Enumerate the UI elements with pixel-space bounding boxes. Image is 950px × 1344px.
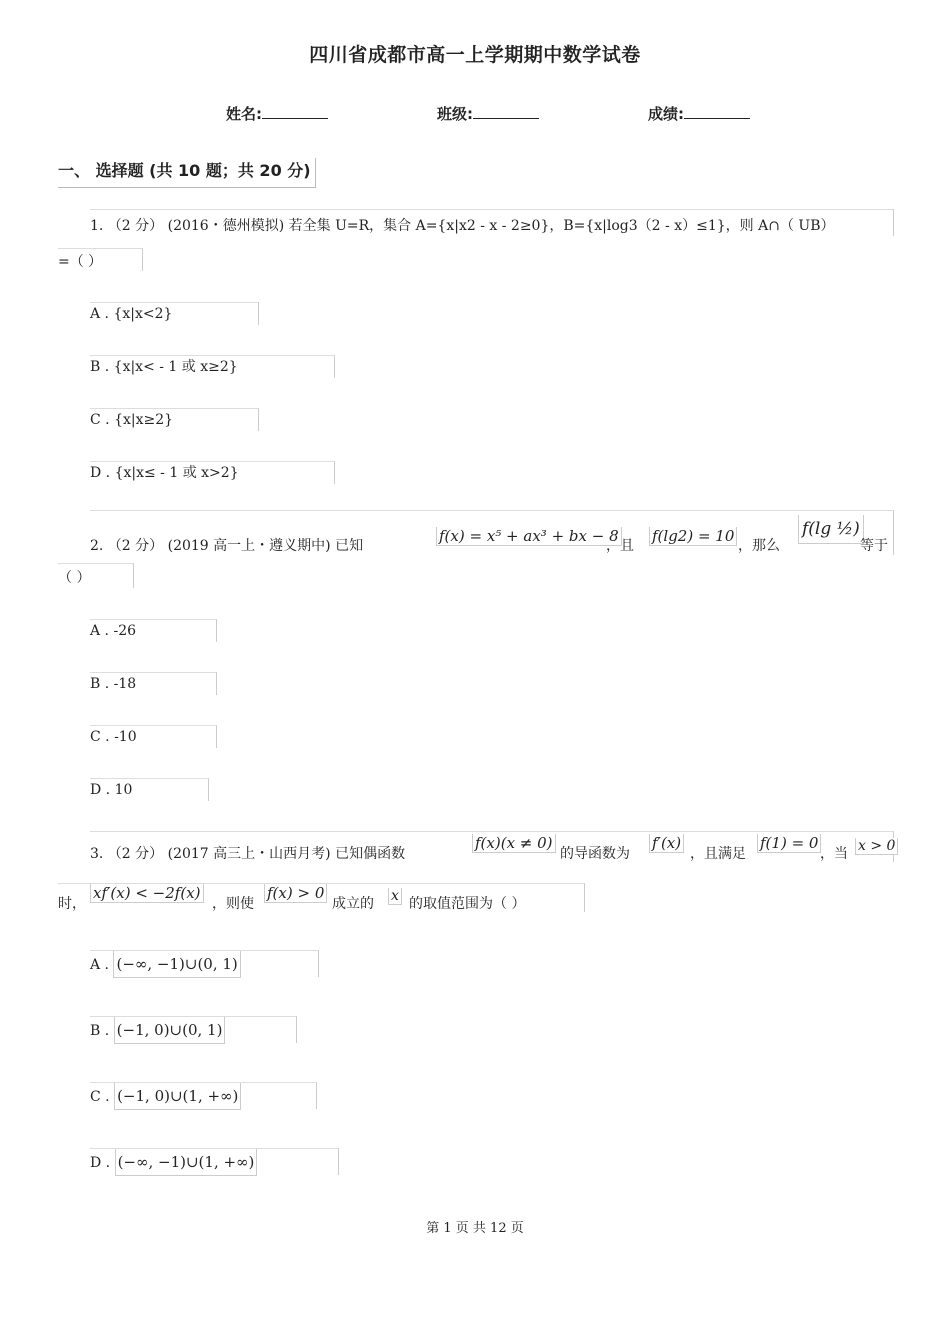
q3-option-b[interactable] (90, 1016, 297, 1043)
q1-option-d[interactable] (90, 461, 335, 484)
q3-formula-3 (757, 834, 821, 853)
q3-mid-2: ，且满足 (690, 846, 746, 862)
q1-option-a[interactable] (90, 302, 259, 325)
q3-mid-1: 的导函数为 (560, 846, 630, 862)
q2-answer-blank: （ ） (58, 570, 91, 586)
q3-formula-7 (388, 888, 402, 905)
option-text: {x|x≤ - 1 或 x>2} (114, 465, 239, 481)
option-text: -18 (113, 676, 137, 692)
option-formula: (−∞, −1)∪(0, 1) (113, 951, 240, 978)
name-field (226, 103, 328, 124)
score-field (648, 103, 750, 124)
q3-formula-6 (264, 884, 327, 903)
q2-option-d[interactable] (90, 778, 209, 801)
q2-option-c[interactable] (90, 725, 217, 748)
formula: x > 0 (855, 838, 898, 855)
option-label: C . (90, 1089, 110, 1105)
option-label: D . (90, 782, 111, 798)
option-label: D . (90, 1155, 111, 1171)
q3-formula-4 (855, 838, 898, 855)
option-label: A . (90, 957, 110, 973)
class-field (437, 103, 539, 124)
option-text: 10 (114, 782, 133, 798)
option-label: D . (90, 465, 111, 481)
option-text: {x|x< - 1 或 x≥2} (113, 359, 238, 375)
option-label: B . (90, 359, 110, 375)
option-label: A . (90, 306, 110, 322)
q3-option-a[interactable] (90, 950, 319, 977)
q1-option-b[interactable] (90, 355, 335, 378)
q2-formula-1 (436, 527, 622, 546)
name-label: 姓名: (226, 105, 262, 123)
q1-text: 1. （2 分） (2016・德州模拟) 若全集 U=R，集合 A={x|x2 - x - 2≥0}，B={x|log3（2 - x）≤1}，则 A∩（ UB） (90, 218, 835, 234)
class-blank (473, 104, 539, 119)
name-blank (262, 104, 328, 119)
q2-option-a[interactable] (90, 619, 217, 642)
q1-answer-blank: =（ ） (58, 254, 103, 270)
option-text: -10 (114, 729, 137, 745)
formula: x (388, 888, 402, 905)
option-label: C . (90, 729, 110, 745)
option-label: B . (90, 676, 110, 692)
q3-option-c[interactable] (90, 1082, 317, 1109)
q3-mid-3: ，当 (820, 846, 848, 862)
q2-suffix: 等于 (860, 538, 888, 554)
page-title: 四川省成都市高一上学期期中数学试卷 (309, 44, 641, 66)
formula: f(lg2) = 10 (649, 527, 737, 546)
formula: f(x) = x⁵ + ax³ + bx − 8 (436, 527, 622, 546)
page-footer: 第 1 页 共 12 页 (426, 1221, 524, 1236)
score-label: 成绩: (648, 105, 684, 123)
option-label: C . (90, 412, 110, 428)
q3-prefix: 3. （2 分） (2017 高三上・山西月考) 已知偶函数 (90, 846, 406, 862)
q3-formula-5 (90, 884, 204, 903)
option-formula: (−1, 0)∪(0, 1) (114, 1017, 226, 1044)
q3-mid-6: 的取值范围为（ ） (409, 896, 526, 912)
q2-option-b[interactable] (90, 672, 217, 695)
option-formula: (−∞, −1)∪(1, +∞) (115, 1149, 258, 1176)
q3-line2-start: 时， (58, 896, 86, 912)
option-formula: (−1, 0)∪(1, +∞) (114, 1083, 241, 1110)
q3-mid-4: ，则使 (212, 896, 254, 912)
q2-formula-2 (649, 527, 737, 546)
option-text: -26 (113, 623, 137, 639)
q3-formula-1 (472, 834, 556, 853)
q2-mid-1: ，且 (606, 538, 634, 554)
q3-option-d[interactable] (90, 1148, 339, 1175)
formula: f′(x) (649, 834, 684, 853)
formula: xf′(x) < −2f(x) (90, 884, 204, 903)
score-blank (684, 104, 750, 119)
option-label: A . (90, 623, 110, 639)
section-heading: 一、 选择题 (共 10 题；共 20 分) (58, 158, 316, 188)
q1-option-c[interactable] (90, 408, 259, 431)
class-label: 班级: (437, 105, 473, 123)
formula: f(1) = 0 (757, 834, 821, 853)
option-text: {x|x≥2} (114, 412, 174, 428)
formula: f(x)(x ≠ 0) (472, 834, 556, 853)
q3-formula-2 (649, 834, 684, 853)
formula: f(lg ½) (798, 515, 864, 544)
q2-formula-3 (798, 515, 864, 544)
q3-mid-5: 成立的 (332, 896, 374, 912)
formula: f(x) > 0 (264, 884, 327, 903)
option-label: B . (90, 1023, 110, 1039)
q2-mid-2: ，那么 (738, 538, 780, 554)
option-text: {x|x<2} (113, 306, 173, 322)
q2-prefix: 2. （2 分） (2019 高一上・遵义期中) 已知 (90, 538, 364, 554)
